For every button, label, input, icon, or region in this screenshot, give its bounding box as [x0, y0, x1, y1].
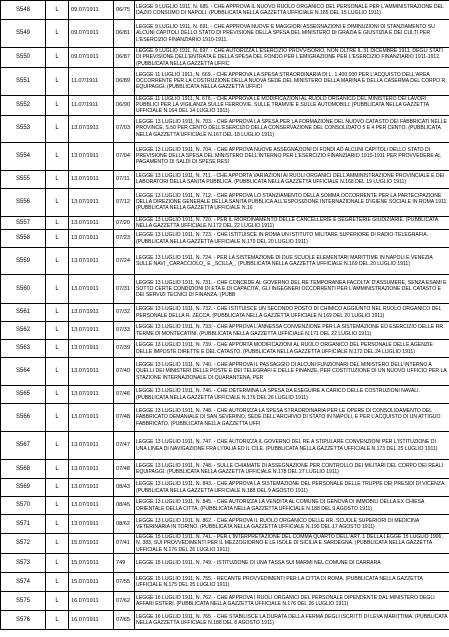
record-type-cell: L — [46, 404, 69, 432]
record-number-cell: S566 — [1, 404, 46, 432]
record-number-cell: S560 — [1, 275, 46, 304]
record-date-cell: 13.07/1911 — [69, 340, 114, 358]
record-text-cell: LEGGE 13 LUGLIO 1911, N. 862. - CHE APPROVA IL RUOLO ORGANICO DELLE RR. SCUOLE SUPERIORI DI MEDICINA VETERINARIA IN TORINO. (PUBBLICATA NELLA GAZZETTA UFFICIALE N.190 DEL 17 AGOSTO 1911) — [135, 515, 449, 534]
record-page-cell: 07/65 — [114, 610, 135, 629]
record-page-cell: 07/47 — [114, 432, 135, 460]
record-number-cell: S556 — [1, 188, 46, 216]
table-row — [1, 20, 449, 48]
record-date-cell: 13.07/1911 — [69, 432, 114, 460]
record-date-cell: 13.07/1911 — [69, 515, 114, 534]
record-text-cell: LEGGE 16 LUGLIO 1911, N. 765. - CHE STABILISCE LA DURATA DELLA FERMA DEGLI ISCRITTI DI LEVA MARITTIMA. (PUBBLICATA NELLA GAZZETTA UFFICIALE N.188 DEL 8 AGOSTO 1911) — [135, 610, 449, 629]
table-row — [1, 304, 449, 322]
record-number-cell: S559 — [1, 248, 46, 275]
table-row — [1, 460, 449, 479]
record-type-cell: L — [46, 67, 69, 95]
table-row — [1, 591, 449, 610]
table-row — [1, 67, 449, 95]
record-date-cell: 15.07/1911 — [69, 572, 114, 591]
record-text-cell: LEGGE 13 LUGLIO 1911, N. 845. - CHE AUTORIZZA LA VENDITA AL COMUNE DI GENOVA DI IMMOBILI DELLA EX CHIESA ORIENTALE DELLA CITTA. (PUBBLICATA NELLA GAZZETTA UFFICIALE N.188 DEL 9 AGOSTO 1911) — [135, 497, 449, 515]
record-text-cell: LEGGE 9 LUGLIO 1911, N. 697. - CHE AUTORIZZA L'ESERCIZIO PROVVISORIO, NON OLTRE IL 31 DICEMBRE 1911, DEGLI STATI DI PREVISIONE DELL'ENTRATA E DELLA SPESA DEL FONDO PER L'EMIGRAZIONE PER L'ESERCIZIO FINANZIARIO 1911-1912. (PUBBLICATA NELLA GAZZETTA UFFIC — [135, 48, 449, 68]
record-text-cell: LEGGE 13 LUGLIO 1911, N. 720. - PER IL RIORDINAMENTO DELLE CANCELLERIE E SEGRETERIE GIUDIZIARIE. (PUBBLICATA NELLA GAZZETTA UFFICIALE N.172 DEL 22 LUGLIO 1911) — [135, 216, 449, 230]
record-type-cell: L — [46, 20, 69, 48]
record-text-cell: LEGGE 11 LUGLIO 1911, N. 669. - CHE APPROVA LA SPESA STRAORDINARIA DI L. 1.400.000 PER L'ACQUISTO DELL'AREA OCCORRENTE PER LA COSTRUZIONE DELLA NUOVA SEDE DEL MINISTERO DELLA MARINA E DELLA CASERMA DEL CORPO R. EQUIPAGGI. (PUBBLICATA NELLA GAZZETTA UFFICI — [135, 67, 449, 95]
record-date-cell: 13.07/1911 — [69, 404, 114, 432]
record-number-cell: S557 — [1, 216, 46, 230]
table-row — [1, 95, 449, 115]
record-page-cell: 07/55 — [114, 572, 135, 591]
table-row — [1, 479, 449, 497]
table-row — [1, 142, 449, 170]
record-page-cell: 06/81 — [114, 20, 135, 48]
record-text-cell: LEGGE 13 LUGLIO 1911, N. 731. - CHE CONCEDE AL GOVERNO DEL RE TEMPORANEA FACOLTA' D'ASSUMERE, SENZA ESAMI E SOTTO CERTE CONDIZIONI DI ETA E DI CAPACITA', GLI INGEGNERI OCCORRENTI PER L'AMMINISTRAZIONE DEL CATASTO E DEI SERVIZI TECNICI DI FINANZA. (PUBB — [135, 275, 449, 304]
record-text-cell: LEGGE 13 LUGLIO 1911, N. 724. - PER LA SISTEMAZIONE DI DUE SCUOLE ELEMENTARI MARITTIME IN NAPOLI E VENEZIA SULLE NAVI _CARACCIOLO_ E _SCILLA_. (PUBBLICATA NELLA GAZZETTA UFFICIALE N.169 DEL 20 LUGLIO 1911) — [135, 248, 449, 275]
record-number-cell: S553 — [1, 115, 46, 142]
record-page-cell: 07/46 — [114, 386, 135, 404]
record-type-cell: L — [46, 170, 69, 188]
table-row — [1, 572, 449, 591]
record-date-cell: 09.07/1911 — [69, 20, 114, 48]
record-page-cell: 07/48 — [114, 460, 135, 479]
record-type-cell: L — [46, 386, 69, 404]
table-row — [1, 275, 449, 304]
record-number-cell: S575 — [1, 591, 46, 610]
record-number-cell: S561 — [1, 304, 46, 322]
record-number-cell: S558 — [1, 230, 46, 248]
record-page-cell: 06/90 — [114, 95, 135, 115]
record-text-cell: LEGGE 13 LUGLIO 1911, N. 748. - SULLE CHIAMATE DI ASSEGNAZIONE PER CONTROLLO DEI MILITARI DEL CORPO DEI REALI EQUIPAGGI. (PUBBLICATA NELLA GAZZETTA UFFICIALE N.178 DEL 27 LUGLIO 1911) — [135, 460, 449, 479]
record-date-cell: 13.07/1911 — [69, 142, 114, 170]
record-text-cell: LEGGE 13 LUGLIO 1911, N. 740. - CHE APPROVA IL PASSAGGIO DI ALCUNI FUNZIONARI DEL MINISTERO DELL'INTERNO A QUELLI DEI MINISTERI DELLE POSTE E DEI TELEGRAFI E DELLE FINANZE, PER COSTITUZIONE DI UN NUOVO UFFICIO PER LA STAZIONE INTERNAZIONALE DI QUARANTENA, PER — [135, 358, 449, 386]
record-number-cell: S572 — [1, 534, 46, 554]
record-type-cell: L — [46, 553, 69, 572]
record-page-cell: 07/03 — [114, 115, 135, 142]
record-date-cell: 13.07/1911 — [69, 460, 114, 479]
table-row — [1, 497, 449, 515]
table-row — [1, 216, 449, 230]
record-date-cell: 13.07/1911 — [69, 275, 114, 304]
record-number-cell: S562 — [1, 322, 46, 340]
record-type-cell: L — [46, 275, 69, 304]
record-number-cell: S565 — [1, 386, 46, 404]
record-text-cell: LEGGE 13 LUGLIO 1911, N. 746. - CHE DETERMINA LA SPESA DA ESEGUIRE A CARICO DELLE COSTRUZIONI NAVALI. (PUBBLICATA NELLA GAZZETTA UFFICIALE N.176 DEL 26 LUGLIO 1911) — [135, 386, 449, 404]
record-page-cell: 07/31 — [114, 275, 135, 304]
table-row — [1, 1, 449, 20]
record-page-cell: 06/75 — [114, 1, 135, 20]
record-type-cell: L — [46, 432, 69, 460]
record-text-cell: LEGGE 9 LUGLIO 1911, N. 685. - CHE APPROVA IL NUOVO RUOLO ORGANICO DEL PERSONALE PER L'AMMINISTRAZIONE DEL DAZIO CONSUMO DI NAPOLI. (PUBBLICATA NELLA GAZZETTA UFFICIALE N.165 DEL 15 LUGLIO 1911) — [135, 1, 449, 20]
record-type-cell: L — [46, 591, 69, 610]
table-row — [1, 358, 449, 386]
record-type-cell: L — [46, 1, 69, 20]
record-text-cell: LEGGE 15 LUGLIO 1911, N. 741. - PER L'INTERPRETAZIONE DEL COMMA QUARTO DELL'ART. 1 DELLA LEGGE 15 LUGLIO 1906, N. 383, SUI PROVVEDIMENTI PER IL MEZZOGIORNO E LE ISOLE DI SICILIA E SARDEGNA. (PUBBLICATA NELLA GAZZETTA UFFICIALE N.176 DEL 26 LUGLIO 1911) — [135, 534, 449, 554]
record-type-cell: L — [46, 95, 69, 115]
record-page-cell: 07/32 — [114, 304, 135, 322]
record-page-cell: 07/24 — [114, 248, 135, 275]
record-page-cell: 749 — [114, 553, 135, 572]
record-number-cell: S574 — [1, 572, 46, 591]
record-page-cell: 07/11 — [114, 170, 135, 188]
record-number-cell: S564 — [1, 358, 46, 386]
table-row — [1, 248, 449, 275]
record-type-cell: L — [46, 142, 69, 170]
record-number-cell: S554 — [1, 142, 46, 170]
record-number-cell: S555 — [1, 170, 46, 188]
record-type-cell: L — [46, 188, 69, 216]
record-text-cell: LEGGE 13 LUGLIO 1911, N. 733. - CHE APPROVA L'ANNESSA CONVENZIONE PER LA SISTEMAZIONE ED ESERCIZIO DELLE RR. TERME DI MONTECATINI. (PUBBLICATA NELLA GAZZETTA UFFICIALE N.171 DEL 22 LUGLIO 1911) — [135, 322, 449, 340]
record-date-cell: 13.07/1911 — [69, 248, 114, 275]
record-text-cell: LEGGE 15 LUGLIO 1911, N. 755. - RECANTE PROVVEDIMENTI PER LA CITTA DI ROMA. (PUBBLICATA NELLA GAZZETTA UFFICIALE N.175 DEL 25 LUGLIO 1911) — [135, 572, 449, 591]
record-type-cell: L — [46, 322, 69, 340]
table-row — [1, 340, 449, 358]
record-number-cell: S571 — [1, 515, 46, 534]
record-date-cell: 13.07/1911 — [69, 322, 114, 340]
record-number-cell: S570 — [1, 497, 46, 515]
record-date-cell: 16.07/1911 — [69, 610, 114, 629]
record-date-cell: 13.07/1911 — [69, 386, 114, 404]
record-text-cell: LEGGE 11 LUGLIO 1911, N. 676. - CHE APPROVA LE MODIFICAZIONI AL RUOLO ORGANICO DEL MINISTERO DEI LAVORI PUBBLICI PER LA VIGILANZA SULLE FERROVIE, SULLE TRAMVIE E SULLE AUTOMOBILI. (PUBBLICATA NELLA GAZZETTA UFFICIALE N.164 DEL 14 LUGLIO 1911) — [135, 95, 449, 115]
record-type-cell: L — [46, 230, 69, 248]
record-type-cell: L — [46, 497, 69, 515]
record-date-cell: 11.07/1911 — [69, 67, 114, 95]
table-row — [1, 386, 449, 404]
record-type-cell: L — [46, 534, 69, 554]
table-row — [1, 553, 449, 572]
record-date-cell: 11.07/1911 — [69, 95, 114, 115]
table-row — [1, 322, 449, 340]
record-page-cell: 07/20 — [114, 216, 135, 230]
record-date-cell: 13.07/1911 — [69, 216, 114, 230]
record-date-cell: 13.07/1911 — [69, 358, 114, 386]
record-type-cell: L — [46, 358, 69, 386]
record-date-cell: 13.07/1911 — [69, 230, 114, 248]
record-number-cell: S551 — [1, 67, 46, 95]
record-date-cell: 09.07/1911 — [69, 48, 114, 68]
record-page-cell: 07/04 — [114, 142, 135, 170]
record-page-cell: 07/40 — [114, 358, 135, 386]
record-text-cell: LEGGE 16 LUGLIO 1911, N. 762. - CHE APPROVA I RUOLI ORGANICI DEL PERSONALE DIPENDENTE DAL MINISTERO DEGLI AFFARI ESTERI. (PUBBLICATA NELLA GAZZETTA UFFICIALE N.176 DEL 26 LUGLIO 1911) — [135, 591, 449, 610]
laws-table-body — [1, 1, 449, 630]
record-type-cell: L — [46, 304, 69, 322]
record-page-cell: 07/39 — [114, 340, 135, 358]
record-page-cell: 08/62 — [114, 515, 135, 534]
record-date-cell: 13.07/1911 — [69, 479, 114, 497]
record-text-cell: LEGGE 9 LUGLIO 1911, N. 691. - CHE APPROVA NUOVE E MAGGIORI ASSEGNAZIONI E DIMINUZIONI DI STANZIAMENTO SU ALCUNI CAPITOLI DELLO STATO DI PREVISIONE DELLA SPESA DEL MINISTERO DI GRAZIA E GIUSTIZIA E DEI CULTI PER L'ESERCIZIO FINANZIARIO 1910-1911. — [135, 20, 449, 48]
record-number-cell: S573 — [1, 553, 46, 572]
record-number-cell: S549 — [1, 20, 46, 48]
table-row — [1, 610, 449, 629]
record-date-cell: 13.07/1911 — [69, 497, 114, 515]
record-date-cell: 13.07/1911 — [69, 170, 114, 188]
record-date-cell: 16.07/1911 — [69, 591, 114, 610]
record-type-cell: L — [46, 48, 69, 68]
record-page-cell: 08/43 — [114, 479, 135, 497]
record-type-cell: L — [46, 248, 69, 275]
record-text-cell: LEGGE 13 LUGLIO 1911, N. 723. - CHE ISTITUISCE IN ROMA UN ISTITUTO MILITARE SUPERIORE DI RADIO-TELEGRAFIA. (PUBBLICATA NELLA GAZZETTA UFFICIALE N.170 DEL 20 LUGLIO 1911) — [135, 230, 449, 248]
table-row — [1, 432, 449, 460]
record-date-cell: 13.07/1911 — [69, 304, 114, 322]
record-page-cell: 08/45 — [114, 497, 135, 515]
record-type-cell: L — [46, 610, 69, 629]
record-type-cell: L — [46, 479, 69, 497]
record-text-cell: LEGGE 13 LUGLIO 1911, N. 843. - CHE APPROVA LA SISTEMAZIONE DEL PERSONALE DELLE TRUPPE DEI PRESIDI DI VICENZA. (PUBBLICATA NELLA GAZZETTA UFFICIALE N.188 DEL 9 AGOSTO 1911) — [135, 479, 449, 497]
record-number-cell: S569 — [1, 479, 46, 497]
record-page-cell: 07/33 — [114, 322, 135, 340]
record-page-cell: 07/62 — [114, 591, 135, 610]
table-row — [1, 515, 449, 534]
table-row — [1, 534, 449, 554]
record-page-cell: 07/12 — [114, 188, 135, 216]
record-text-cell: LEGGE 13 LUGLIO 1911, N. 712. - CHE APPROVA LO STANZIAMENTO DELLA SOMMA OCCORRENTE PER LA PARTECIPAZIONE DELLA DIREZIONE GENERALE DELLA SANITA PUBBLICA ALL'ESPOSIZIONE INTERNAZIONALE D'IGIENE SOCIALE IN ROMA 1911. (PUBBLICATA NELLA GAZZETTA UFFICIALE N.16 — [135, 188, 449, 216]
record-text-cell: LEGGE 13 LUGLIO 1911, N. 739. - CHE APPORTA MODIFICAZIONI AL RUOLO ORGANICO DEL PERSONALE DELLE AGENZIE DELLE IMPOSTE DIRETTE E DEL CATASTO. (PUBBLICATA NELLA GAZZETTA UFFICIALE N.172 DEL 24 LUGLIO 1911) — [135, 340, 449, 358]
table-row — [1, 188, 449, 216]
record-text-cell: LEGGE 13 LUGLIO 1911, N. 732. - CHE ISTITUISCE UN SECONDO POSTO DI CHIMICO AGGIUNTO NEL RUOLO ORGANICO DEL PERSONALE DELLA R. ZECCA. (PUBBLICATA NELLA GAZZETTA UFFICIALE N.169 DEL 20 LUGLIO 1911) — [135, 304, 449, 322]
table-row — [1, 170, 449, 188]
record-page-cell: 06/89 — [114, 67, 135, 95]
record-page-cell: 07/48 — [114, 404, 135, 432]
record-page-cell: 06/87 — [114, 48, 135, 68]
record-text-cell: LEGGE 15 LUGLIO 1911, N. 749. - ISTITUZIONE DI UNA TASSA SUI MARMI NEL COMUNE DI CARRARA — [135, 553, 449, 572]
record-text-cell: LEGGE 13 LUGLIO 1911, N. 747. - CHE AUTORIZZA IL GOVERNO DEL RE A STIPULARE CONVENZIONI PER L'ISTITUZIONE DI UNA LINEA DI NAVIGAZIONE FRA L'ITALIA ED IL CILE. (PUBBLICATA NELLA GAZZETTA UFFICIALE N.173 DEL 25 LUGLIO 1911) — [135, 432, 449, 460]
record-type-cell: L — [46, 572, 69, 591]
record-text-cell: LEGGE 13 LUGLIO 1911, N. 748. - CHE AUTORIZZA LA SPESA STRAORDINARIA PER LE OPERE DI CONSOLIDAMENTO DEL FABBRICATO DEMANIALE DI SAN SEVERINO, SEDE DELL'ARCHIVIO DI STATO IN NAPOLI, E PER L'ACQUISTO DI UN ATTIGUO FABBRICATO. (PUBBLICATA NELLA GAZZETTA UFFI — [135, 404, 449, 432]
record-number-cell: S567 — [1, 432, 46, 460]
record-type-cell: L — [46, 460, 69, 479]
record-date-cell: 15.07/1911 — [69, 553, 114, 572]
table-row — [1, 230, 449, 248]
record-text-cell: LEGGE 13 LUGLIO 1911, N. 704. - CHE APPROVA NUOVE ASSEGNAZIONI DI FONDI AD ALCUNI CAPITOLI DELLO STATO DI PREVISIONE DELLA SPESA DEL MINISTERO DELL'INTERNO PER L'ESERCIZIO FINANZIARIO 1910-1911 PER PROVVEDERE AL PAGAMENTO DI SALDI DI SPESE RESI — [135, 142, 449, 170]
table-row — [1, 48, 449, 68]
record-number-cell: S550 — [1, 48, 46, 68]
record-date-cell: 09.07/1911 — [69, 1, 114, 20]
record-page-cell: 07/41 — [114, 534, 135, 554]
record-date-cell: 13.07/1911 — [69, 188, 114, 216]
record-number-cell: S568 — [1, 460, 46, 479]
record-text-cell: LEGGE 13 LUGLIO 1911, N. 711. - CHE APPORTA VARIAZIONI AI RUOLI ORGANICI DELL'AMMINISTRAZIONE PROVINCIALE E DEI LABORATORI DELLA SANITA PUBBLICA. (PUBBLICATA NELLA GAZZETTA UFFICIALE N.168 DEL 19 LUGLIO 1911) — [135, 170, 449, 188]
record-date-cell: 15.07/1911 — [69, 534, 114, 554]
record-number-cell: S552 — [1, 95, 46, 115]
record-text-cell: LEGGE 13 LUGLIO 1911, N. 703. - CHE APPROVA LA SPESA PER LA FORMAZIONE DEL NUOVO CATASTO DEI FABBRICATI NELLE PROVINCE, S.50 PER CENTO DELL'ESERCIZIO DELLA CONSERVAZIONE DEL CONSOLIDATO 5 E 4 PER CENTO. (PUBBLICATA NELLA GAZZETTA UFFICIALE N.167 DEL 18 LUGLIO 1911) — [135, 115, 449, 142]
record-number-cell: S548 — [1, 1, 46, 20]
record-type-cell: L — [46, 216, 69, 230]
record-type-cell: L — [46, 340, 69, 358]
table-row — [1, 115, 449, 142]
record-type-cell: L — [46, 515, 69, 534]
record-type-cell: L — [46, 115, 69, 142]
table-row — [1, 404, 449, 432]
record-number-cell: S563 — [1, 340, 46, 358]
record-number-cell: S576 — [1, 610, 46, 629]
record-date-cell: 13.07/1911 — [69, 115, 114, 142]
record-page-cell: 07/23 — [114, 230, 135, 248]
